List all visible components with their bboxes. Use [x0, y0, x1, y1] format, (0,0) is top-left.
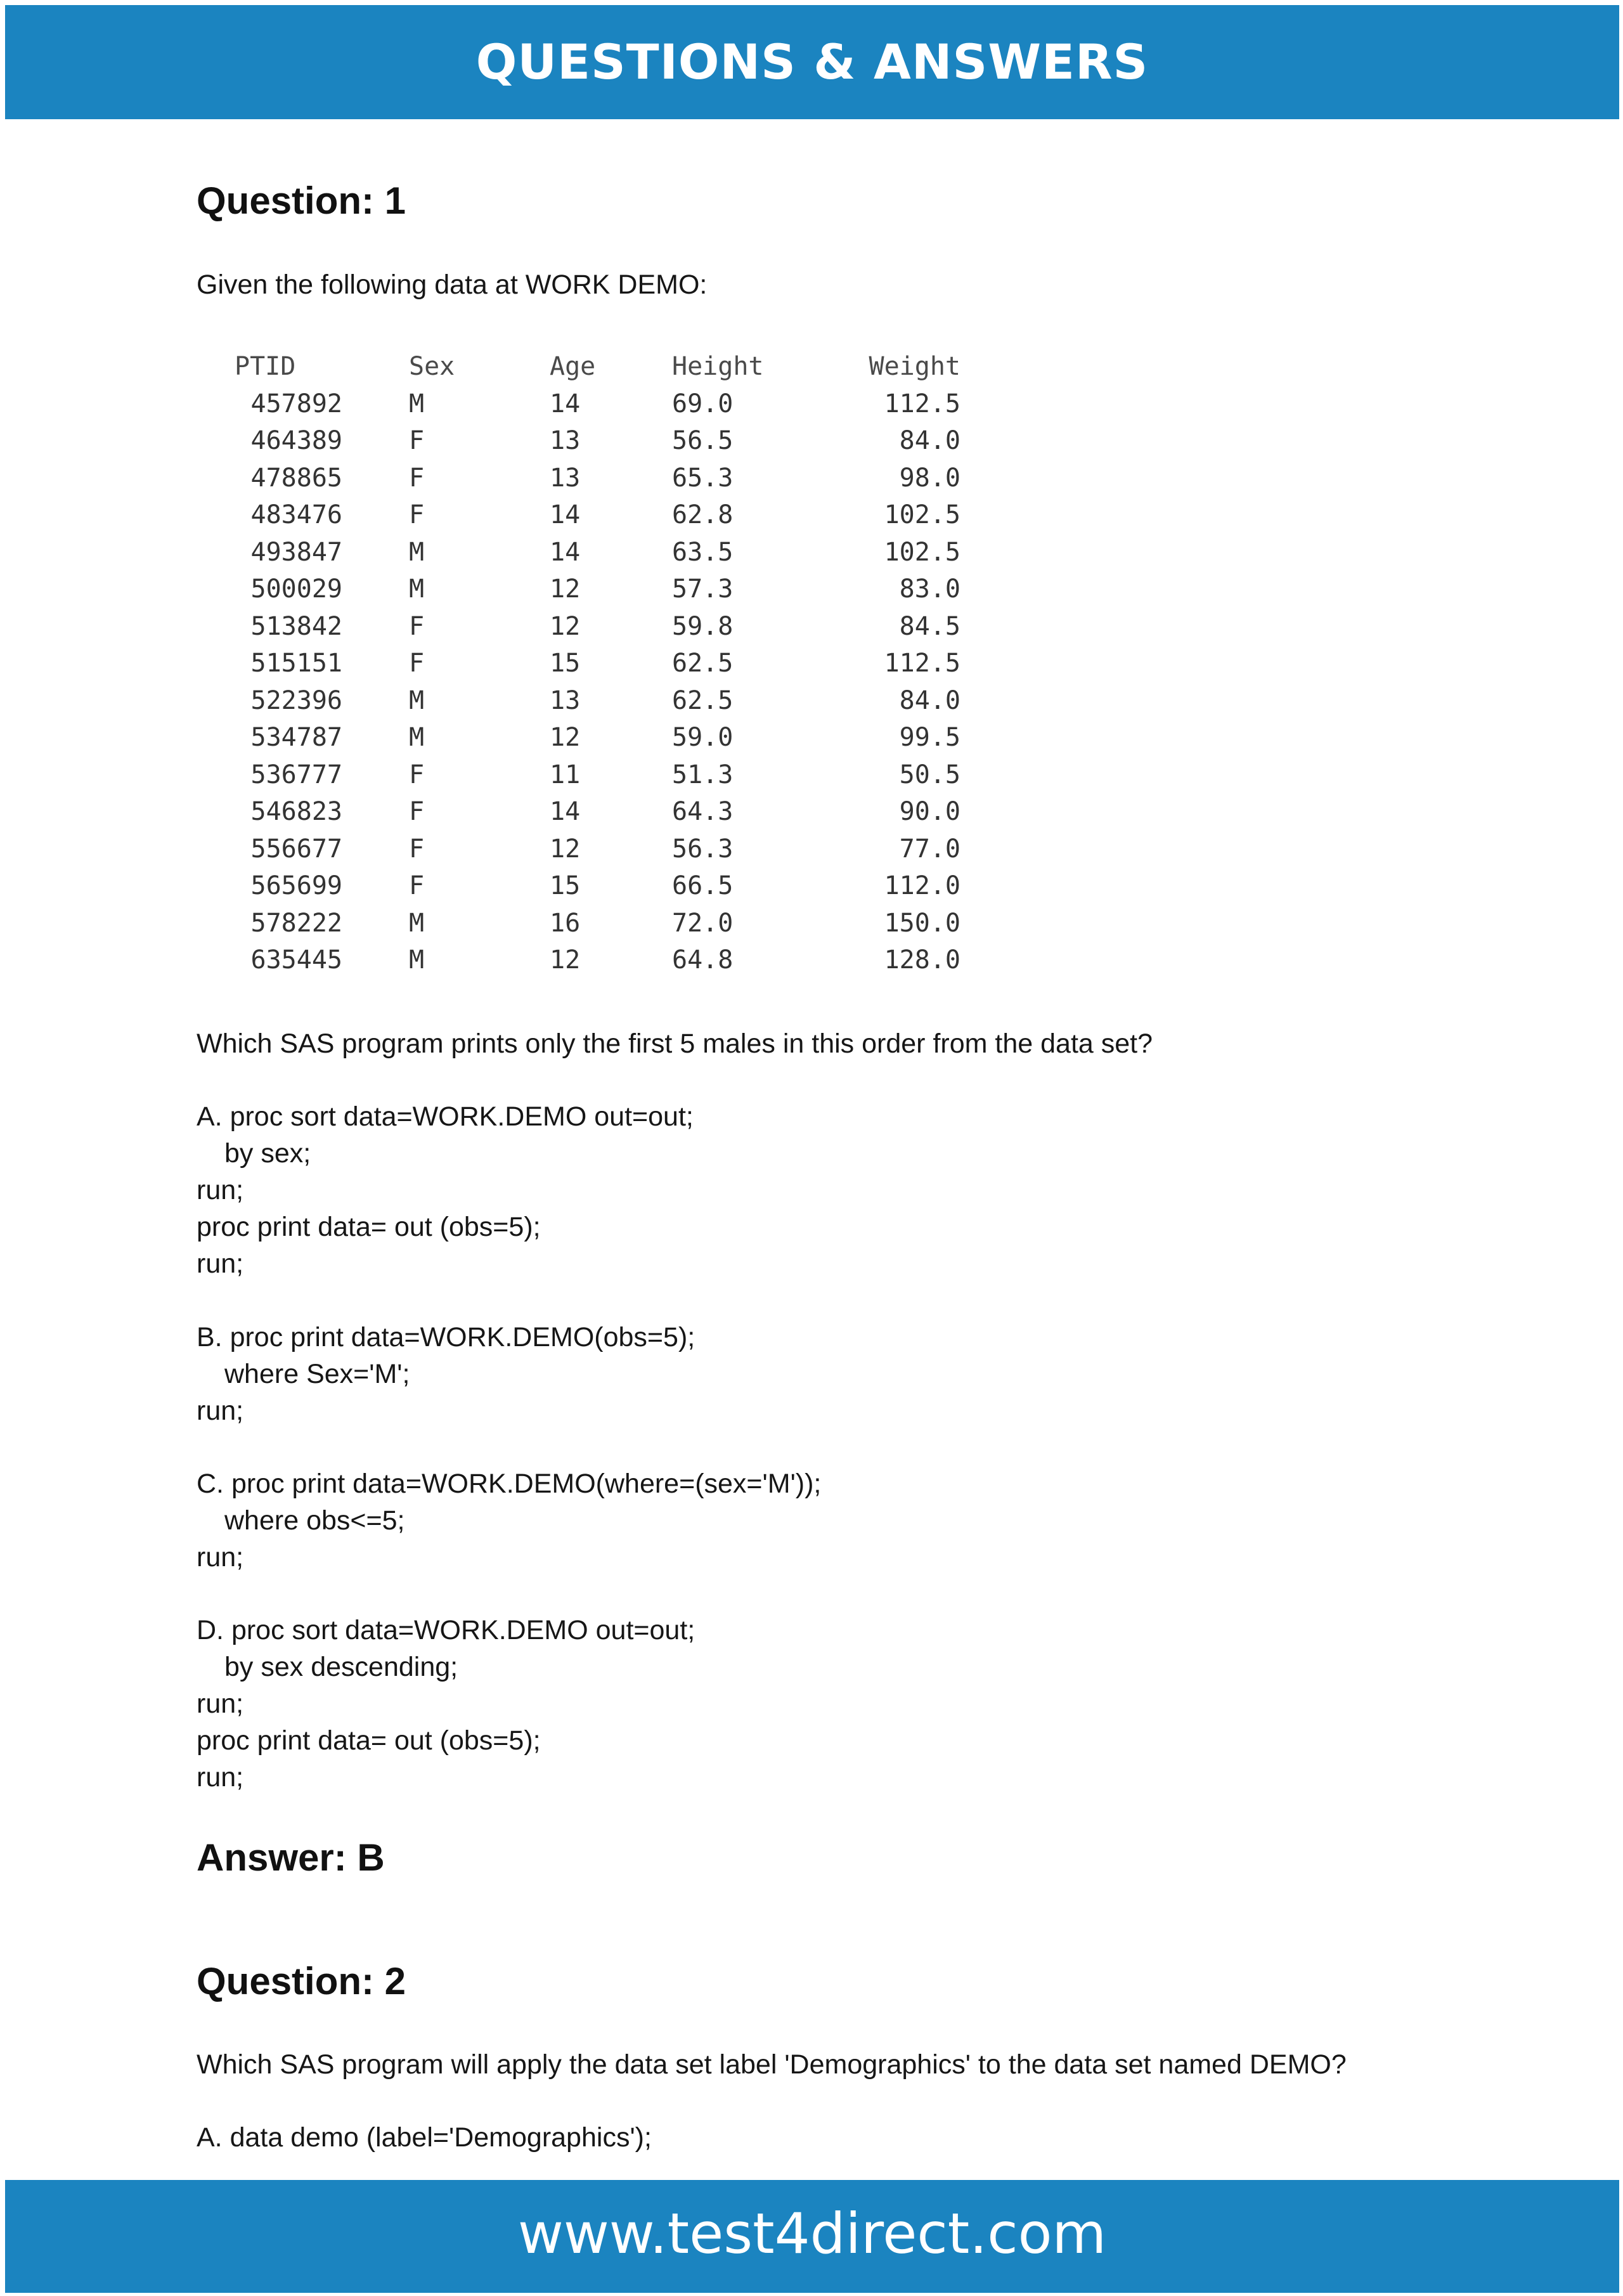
question-2-prompt: Which SAS program will apply the data set label 'Demographics' to the data set named DEMO?: [197, 2049, 1347, 2080]
option-line: run;: [197, 1762, 244, 1793]
table-cell: M: [409, 574, 425, 604]
table-cell: 578222: [250, 909, 342, 938]
table-row: [216, 464, 1167, 500]
header-banner: [5, 5, 1619, 119]
footer-banner: [5, 2180, 1619, 2293]
table-cell: F: [409, 834, 425, 864]
table-cell: 128.0: [884, 945, 960, 975]
table-cell: M: [409, 945, 425, 975]
column-header: PTID: [235, 352, 296, 381]
table-cell: F: [409, 612, 425, 641]
table-cell: 66.5: [672, 871, 734, 900]
option-line: C. proc print data=WORK.DEMO(where=(sex='M'));: [197, 1469, 822, 1499]
table-cell: M: [409, 389, 425, 418]
table-cell: 64.3: [672, 797, 734, 826]
table-cell: 56.5: [672, 426, 734, 455]
table-cell: 63.5: [672, 538, 734, 567]
option-line: B. proc print data=WORK.DEMO(obs=5);: [197, 1322, 695, 1352]
option-line: D. proc sort data=WORK.DEMO out=out;: [197, 1615, 695, 1645]
option-line: by sex descending;: [224, 1652, 458, 1682]
table-cell: 62.5: [672, 649, 734, 678]
table-row: [216, 871, 1167, 908]
table-cell: M: [409, 538, 425, 567]
table-cell: 13: [550, 426, 581, 455]
table-cell: 522396: [250, 686, 342, 715]
table-cell: F: [409, 760, 425, 789]
table-cell: 15: [550, 649, 581, 678]
table-cell: M: [409, 909, 425, 938]
option-line: run;: [197, 1396, 244, 1426]
table-cell: 12: [550, 723, 581, 752]
table-cell: 536777: [250, 760, 342, 789]
table-cell: 84.0: [899, 686, 960, 715]
table-cell: 464389: [250, 426, 342, 455]
table-cell: 493847: [250, 538, 342, 567]
table-cell: 57.3: [672, 574, 734, 604]
table-cell: 84.0: [899, 426, 960, 455]
table-cell: 64.8: [672, 945, 734, 975]
table-cell: 16: [550, 909, 581, 938]
table-cell: F: [409, 500, 425, 529]
table-cell: 11: [550, 760, 581, 789]
table-cell: 556677: [250, 834, 342, 864]
table-cell: 72.0: [672, 909, 734, 938]
table-cell: 50.5: [899, 760, 960, 789]
table-row: [216, 760, 1167, 797]
table-row: [216, 797, 1167, 834]
footer-url: www.test4direct.com: [517, 2201, 1107, 2266]
table-cell: 12: [550, 574, 581, 604]
question-2-heading: Question: 2: [197, 1960, 406, 2002]
table-row: [216, 945, 1167, 982]
table-cell: 14: [550, 538, 581, 567]
table-cell: 635445: [250, 945, 342, 975]
table-cell: 59.8: [672, 612, 734, 641]
table-cell: 62.8: [672, 500, 734, 529]
option-line: run;: [197, 1689, 244, 1719]
column-header: Age: [550, 352, 596, 381]
table-cell: F: [409, 797, 425, 826]
question-1-heading: Question: 1: [197, 179, 406, 222]
table-cell: 98.0: [899, 464, 960, 493]
table-row: [216, 574, 1167, 611]
table-cell: 77.0: [899, 834, 960, 864]
answer-1: Answer: B: [197, 1836, 385, 1879]
table-cell: 515151: [250, 649, 342, 678]
table-row: [216, 612, 1167, 649]
table-row: [216, 723, 1167, 760]
table-cell: 69.0: [672, 389, 734, 418]
table-cell: 500029: [250, 574, 342, 604]
table-cell: M: [409, 686, 425, 715]
table-cell: 112.5: [884, 649, 960, 678]
table-cell: 14: [550, 797, 581, 826]
option-line: proc print data= out (obs=5);: [197, 1725, 541, 1756]
table-cell: 13: [550, 686, 581, 715]
option-line: proc print data= out (obs=5);: [197, 1212, 541, 1242]
table-cell: 513842: [250, 612, 342, 641]
table-cell: 112.0: [884, 871, 960, 900]
column-header: Weight: [869, 352, 960, 381]
table-cell: 84.5: [899, 612, 960, 641]
table-cell: 478865: [250, 464, 342, 493]
table-cell: 99.5: [899, 723, 960, 752]
table-cell: 483476: [250, 500, 342, 529]
table-row: [216, 538, 1167, 574]
option-line: where obs<=5;: [224, 1505, 405, 1536]
table-cell: F: [409, 649, 425, 678]
table-cell: 62.5: [672, 686, 734, 715]
table-cell: 14: [550, 500, 581, 529]
table-cell: 534787: [250, 723, 342, 752]
table-cell: 59.0: [672, 723, 734, 752]
table-cell: F: [409, 871, 425, 900]
question-2-option-a: A. data demo (label='Demographics');: [197, 2122, 652, 2153]
table-cell: 15: [550, 871, 581, 900]
table-cell: 14: [550, 389, 581, 418]
table-row: [216, 834, 1167, 871]
table-cell: 83.0: [899, 574, 960, 604]
table-cell: 12: [550, 612, 581, 641]
table-row: [216, 389, 1167, 426]
option-line: by sex;: [224, 1138, 311, 1169]
table-cell: 457892: [250, 389, 342, 418]
table-cell: 112.5: [884, 389, 960, 418]
table-cell: 65.3: [672, 464, 734, 493]
table-header: [216, 352, 1167, 389]
table-cell: 12: [550, 945, 581, 975]
table-row: [216, 649, 1167, 685]
table-cell: 546823: [250, 797, 342, 826]
column-header: Height: [672, 352, 764, 381]
table-row: [216, 500, 1167, 537]
header-title: QUESTIONS & ANSWERS: [475, 34, 1149, 90]
table-cell: 102.5: [884, 538, 960, 567]
table-cell: F: [409, 426, 425, 455]
table-row: [216, 426, 1167, 463]
table-cell: 150.0: [884, 909, 960, 938]
table-cell: 12: [550, 834, 581, 864]
column-header: Sex: [409, 352, 455, 381]
table-cell: 90.0: [899, 797, 960, 826]
option-line: run;: [197, 1249, 244, 1279]
table-cell: M: [409, 723, 425, 752]
option-line: run;: [197, 1542, 244, 1573]
table-row: [216, 909, 1167, 945]
question-1-intro: Given the following data at WORK DEMO:: [197, 269, 708, 300]
table-cell: F: [409, 464, 425, 493]
table-cell: 56.3: [672, 834, 734, 864]
table-cell: 565699: [250, 871, 342, 900]
table-row: [216, 686, 1167, 723]
option-line: run;: [197, 1175, 244, 1205]
table-cell: 13: [550, 464, 581, 493]
data-table: [216, 352, 1167, 986]
option-line: A. proc sort data=WORK.DEMO out=out;: [197, 1101, 694, 1132]
table-cell: 51.3: [672, 760, 734, 789]
question-1-prompt: Which SAS program prints only the first 5 males in this order from the data set?: [197, 1028, 1153, 1059]
option-line: where Sex='M';: [224, 1359, 410, 1389]
table-cell: 102.5: [884, 500, 960, 529]
